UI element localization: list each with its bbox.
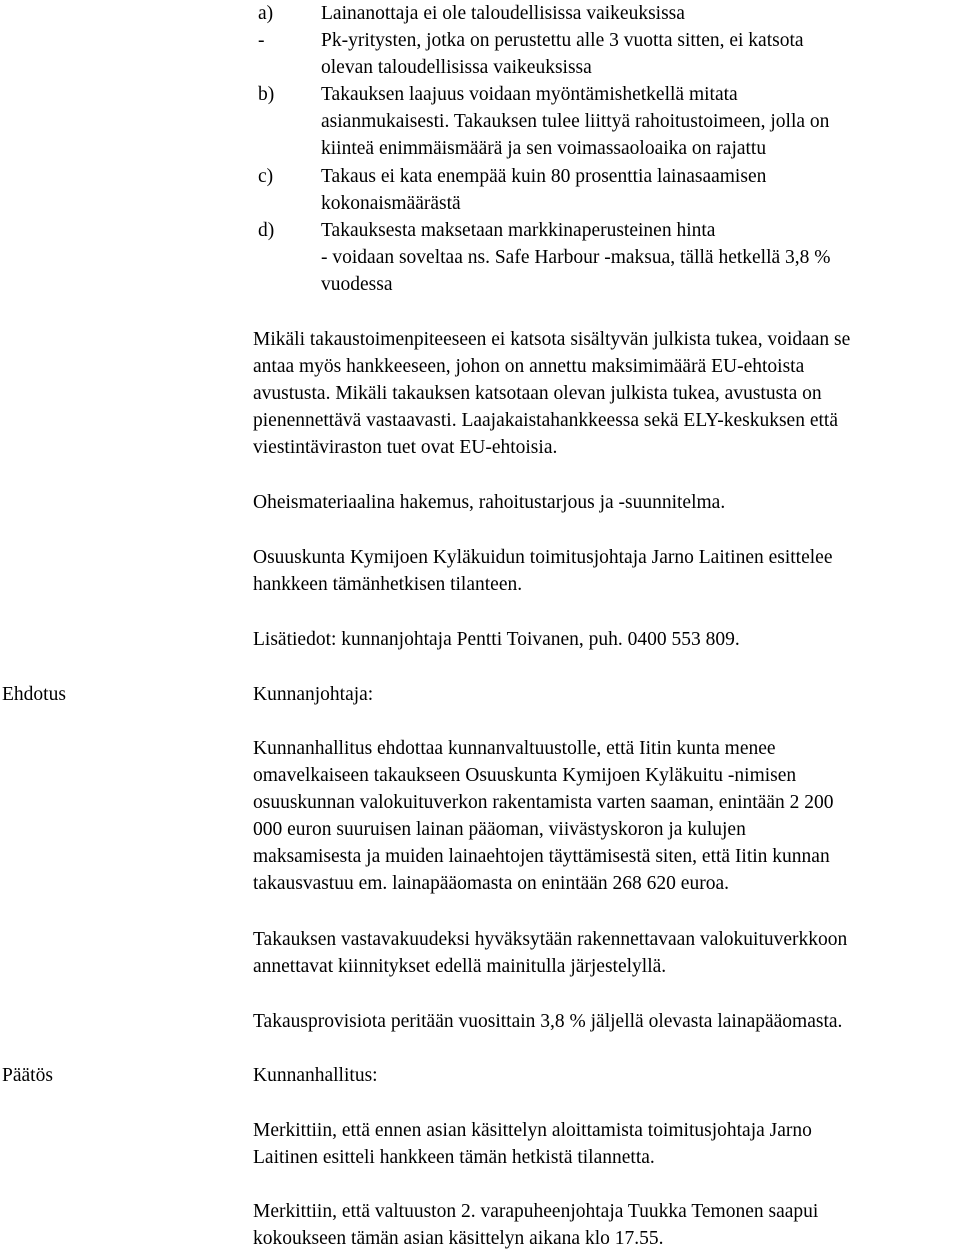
list-item-a-line-1: Lainanottaja ei ole taloudellisissa vaikeuksissa: [321, 3, 685, 24]
decision-side-label: Päätös: [2, 1065, 53, 1086]
decision-author: Kunnanhallitus:: [253, 1065, 378, 1086]
proposal-author: Kunnanjohtaja:: [253, 684, 374, 705]
paragraph-line: hankkeen tämänhetkisen tilanteen.: [253, 574, 523, 595]
list-item-d-line-1: Takauksesta maksetaan markkinaperusteinen hinta: [321, 220, 716, 241]
paragraph-line: pienennettävä vastaavasti. Laajakaistahankkeessa sekä ELY-keskuksen että: [253, 410, 838, 431]
list-marker-c: c): [258, 166, 274, 187]
paragraph-line: Merkittiin, että ennen asian käsittelyn aloittamista toimitusjohtaja Jarno: [253, 1120, 812, 1141]
paragraph-line: maksamisesta ja muiden lainaehtojen täyttämisestä siten, että Iitin kunnan: [253, 846, 830, 867]
list-item-c-line-2: kokonaismäärästä: [321, 193, 461, 214]
paragraph-line: Takauksen vastavakuudeksi hyväksytään rakennettavaan valokuituverkkoon: [253, 929, 848, 950]
list-marker-d: d): [258, 220, 275, 241]
paragraph-line: takausvastuu em. lainapääomasta on enintään 268 620 euroa.: [253, 873, 729, 894]
list-marker-a: a): [258, 3, 274, 24]
list-item-d-line-3: vuodessa: [321, 274, 393, 295]
paragraph-line: antaa myös hankkeeseen, johon on annettu maksimimäärä EU-ehtoista: [253, 356, 805, 377]
proposal-side-label: Ehdotus: [2, 684, 66, 705]
list-item-b-line-2: asianmukaisesti. Takauksen tulee liittyä rahoitustoimeen, jolla on: [321, 111, 830, 132]
more-info-paragraph: Lisätiedot: kunnanjohtaja Pentti Toivanen, puh. 0400 553 809.: [253, 629, 740, 650]
list-item-c-line-1: Takaus ei kata enempää kuin 80 prosenttia lainasaamisen: [321, 166, 767, 187]
paragraph-line: Laitinen esitteli hankkeen tämän hetkistä tilannetta.: [253, 1147, 655, 1168]
paragraph-line: Mikäli takaustoimenpiteeseen ei katsota sisältyvän julkista tukea, voidaan se: [253, 329, 851, 350]
proposal-paragraph-3: Takausprovisiota peritään vuosittain 3,8 % jäljellä olevasta lainapääomasta.: [253, 1011, 843, 1032]
paragraph-line: Merkittiin, että valtuuston 2. varapuheenjohtaja Tuukka Temonen saapui: [253, 1201, 819, 1222]
attachments-paragraph: Oheismateriaalina hakemus, rahoitustarjous ja -suunnitelma.: [253, 492, 726, 513]
list-item-dash-line-2: olevan taloudellisissa vaikeuksissa: [321, 57, 592, 78]
paragraph-line: viestintäviraston tuet ovat EU-ehtoisia.: [253, 437, 558, 458]
list-item-b-line-1: Takauksen laajuus voidaan myöntämishetkellä mitata: [321, 84, 738, 105]
list-marker-dash: -: [258, 30, 265, 51]
list-item-b-line-3: kiinteä enimmäismäärä ja sen voimassaoloaika on rajattu: [321, 138, 767, 159]
list-item-d-line-2: - voidaan soveltaa ns. Safe Harbour -maksua, tällä hetkellä 3,8 %: [321, 247, 831, 268]
paragraph-line: kokoukseen tämän asian käsittelyn aikana klo 17.55.: [253, 1228, 664, 1249]
paragraph-line: annettavat kiinnitykset edellä mainitulla järjestelyllä.: [253, 956, 667, 977]
paragraph-line: omavelkaiseen takaukseen Osuuskunta Kymijoen Kyläkuitu -nimisen: [253, 765, 797, 786]
list-item-dash-line-1: Pk-yritysten, jotka on perustettu alle 3 vuotta sitten, ei katsota: [321, 30, 804, 51]
paragraph-line: Osuuskunta Kymijoen Kyläkuidun toimitusjohtaja Jarno Laitinen esittelee: [253, 547, 833, 568]
paragraph-line: avustusta. Mikäli takauksen katsotaan olevan julkista tukea, avustusta on: [253, 383, 822, 404]
paragraph-line: Kunnanhallitus ehdottaa kunnanvaltuustolle, että Iitin kunta menee: [253, 738, 776, 759]
paragraph-line: 000 euron suuruisen lainan pääoman, viivästyskoron ja kulujen: [253, 819, 746, 840]
list-marker-b: b): [258, 84, 275, 105]
paragraph-line: osuuskunnan valokuituverkon rakentamista varten saaman, enintään 2 200: [253, 792, 834, 813]
